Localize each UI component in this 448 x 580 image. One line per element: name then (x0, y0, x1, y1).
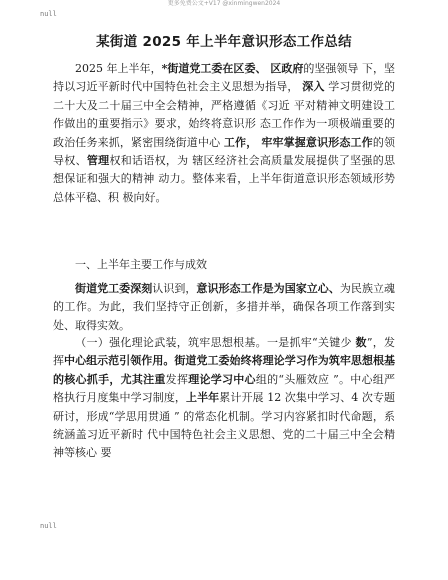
bold-text-run: 深入 (302, 80, 325, 94)
null-marker-bottom: null (40, 522, 57, 530)
bold-text-run: 工作， 牢牢掌握意识形态工作 (223, 135, 373, 149)
null-marker-top: null (40, 10, 57, 18)
text-run: 认识到， (152, 282, 197, 295)
text-run: 发挥 (165, 372, 189, 386)
bold-text-run: 中心组示范引领作用。街道党工委始终将理论学习作为筑牢思想根基的核心抓手，尤其注重 (53, 354, 396, 386)
bold-text-run: *街道党工委在区委、 区政府 (161, 62, 304, 75)
text-run: （一）强化理论武装，筑牢思想根基。一是抓牢“关键少 (75, 336, 356, 349)
document-title: 某街道 2025 年上半年意识形态工作总结 (96, 34, 352, 50)
text-run: 的坚强领导 下，坚持以习近平新时代中国特色社会主义思想为指导， (53, 62, 395, 94)
paragraph-theory-study (53, 334, 395, 463)
bold-text-run: 数 (355, 336, 367, 349)
text-run: 的领导权、 (53, 135, 395, 168)
bold-text-run: 管理 (86, 154, 110, 168)
text-run: 累计开展 12 次集中学习、4 次专题研讨，形成“学思用贯通 ” 的常态化机制。学习内容紧扣时代命题，系统涵盖习近平新时 代中国特色社会主义思想、党的二十届三中全会精神等核心 要 (53, 391, 396, 460)
bold-text-run: 理论学习中心 (188, 372, 256, 386)
bold-text-run: 上半年 (186, 391, 220, 405)
text-run: 权和话语权，为 辖区经济社会高质量发展提供了坚强的思想保证和强大的精神 动力。整体来看，上半年街道意识形态领域形势总体平稳、积 极向好。 (53, 154, 396, 204)
header-note: 更多免费公文+V17 @xinmingwen2024 (167, 0, 281, 7)
paragraph-intro (53, 60, 395, 207)
text-run: 组的“头雁效应 ”。中心组严格执行月度集中学习制度， (53, 372, 396, 405)
bold-text-run: 街道党工委深刻 (75, 282, 153, 295)
text-run: 学习贯彻党的二十大及二十届三中全会精神，严格遵循《习近 平对精神文明建设工作做出的重要指示》要求，始终将意识形 态工作作为一项极端重要的政治任务来抓，紧密围绕街道中心 (53, 80, 396, 149)
text-run: 为民族立魂的工作。为此，我们坚持守正创新，多措并举，确保各项工作落到实处、取得实效。 (53, 282, 396, 332)
section-heading: 一、上半年主要工作与成效 (75, 258, 207, 271)
paragraph-party-committee (53, 280, 395, 335)
text-run: 2025 年上半年， (75, 62, 162, 75)
bold-text-run: 意识形态工作是为国家立心、 (196, 282, 340, 295)
text-run: ”，发挥 (53, 336, 396, 368)
